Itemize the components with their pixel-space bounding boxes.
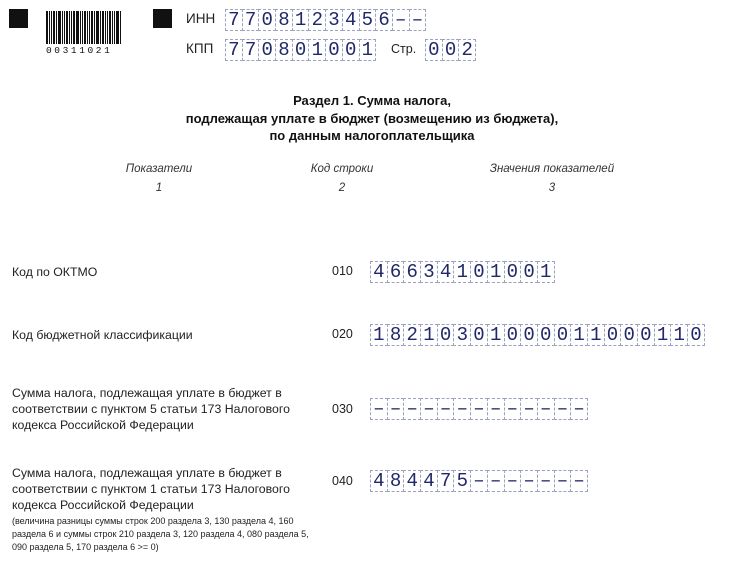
barcode-bar <box>53 11 55 44</box>
char-cell[interactable]: 1 <box>654 324 672 346</box>
barcode-bars <box>46 11 132 44</box>
barcode-bar <box>100 11 101 44</box>
row-kbk-label: Код бюджетной классификации <box>12 328 193 342</box>
char-cell[interactable]: 1 <box>420 324 438 346</box>
barcode-bar <box>109 11 111 44</box>
section-title-line-3: по данным налогоплательщика <box>269 128 475 143</box>
barcode-bar <box>89 11 90 44</box>
page-label: Стр. <box>391 42 417 56</box>
char-cell[interactable]: 3 <box>420 261 438 283</box>
tax-p5-field[interactable] <box>370 398 587 420</box>
corner-marker-right <box>153 9 172 28</box>
char-cell[interactable]: 0 <box>442 39 460 61</box>
char-cell[interactable]: 4 <box>370 261 388 283</box>
inn-label: ИНН <box>186 11 216 26</box>
char-cell[interactable]: – <box>504 470 522 492</box>
char-cell[interactable]: 1 <box>537 261 555 283</box>
barcode-bar <box>49 11 50 44</box>
char-cell[interactable]: – <box>487 470 505 492</box>
barcode-bar <box>51 11 52 44</box>
char-cell[interactable]: 0 <box>342 39 360 61</box>
char-cell[interactable]: 0 <box>470 261 488 283</box>
char-cell[interactable]: 4 <box>437 261 455 283</box>
char-cell[interactable]: 0 <box>604 324 622 346</box>
barcode-bar <box>62 11 63 44</box>
char-cell[interactable]: – <box>554 398 572 420</box>
char-cell[interactable]: 0 <box>504 324 522 346</box>
char-cell[interactable]: 1 <box>453 261 471 283</box>
row-tax-p5-label: Сумма налога, подлежащая уплате в бюджет в соответствии с пунктом 5 статьи 173 Налогового кодекса Российской Федерации <box>12 386 290 432</box>
char-cell[interactable]: 0 <box>537 324 555 346</box>
barcode-bar <box>56 11 57 44</box>
barcode-bar <box>84 11 86 44</box>
kpp-label: КПП <box>186 41 214 56</box>
char-cell[interactable]: 7 <box>242 9 260 31</box>
char-cell[interactable]: 0 <box>258 39 276 61</box>
row-tax-p1-code: 040 <box>332 474 353 488</box>
char-cell[interactable]: – <box>570 398 588 420</box>
char-cell[interactable]: 0 <box>258 9 276 31</box>
char-cell[interactable]: 4 <box>403 470 421 492</box>
inn-field[interactable] <box>225 9 425 31</box>
barcode-bar <box>64 11 65 44</box>
char-cell[interactable]: 3 <box>325 9 343 31</box>
column-header-values: Значения показателей <box>489 163 615 175</box>
char-cell[interactable]: – <box>554 470 572 492</box>
char-cell[interactable]: 8 <box>387 470 405 492</box>
barcode-bar <box>112 11 113 44</box>
row-kbk-code: 020 <box>332 327 353 341</box>
page-number-field[interactable] <box>425 39 475 61</box>
char-cell[interactable]: – <box>520 470 538 492</box>
barcode-bar <box>66 11 68 44</box>
char-cell[interactable]: 4 <box>370 470 388 492</box>
char-cell[interactable]: 1 <box>487 324 505 346</box>
char-cell[interactable]: 6 <box>403 261 421 283</box>
char-cell[interactable]: 7 <box>225 39 243 61</box>
barcode-bar <box>80 11 81 44</box>
tax-p1-field[interactable] <box>370 470 587 492</box>
char-cell[interactable]: 5 <box>359 9 377 31</box>
barcode-bar <box>76 11 79 44</box>
char-cell[interactable]: – <box>520 398 538 420</box>
barcode-bar <box>94 11 95 44</box>
char-cell[interactable]: 0 <box>504 261 522 283</box>
char-cell[interactable]: 0 <box>620 324 638 346</box>
char-cell[interactable]: 0 <box>554 324 572 346</box>
char-cell[interactable]: 8 <box>275 9 293 31</box>
barcode-bar <box>82 11 83 44</box>
row-tax-p1-note: (величина разницы суммы строк 200 раздела 3, 130 раздела 4, 160 раздела 6 и суммы строк 210 раздела 3, 120 раздела 4, 080 раздела 5, 090 раздела 5, 170 раздела 6 >= 0) <box>12 516 309 552</box>
barcode-bar <box>116 11 119 44</box>
char-cell[interactable]: 0 <box>437 324 455 346</box>
char-cell[interactable]: – <box>470 398 488 420</box>
barcode-bar <box>96 11 99 44</box>
char-cell[interactable]: – <box>537 398 555 420</box>
char-cell[interactable]: 0 <box>470 324 488 346</box>
char-cell[interactable]: 0 <box>520 261 538 283</box>
char-cell[interactable]: 8 <box>387 324 405 346</box>
char-cell[interactable]: 7 <box>225 9 243 31</box>
char-cell[interactable]: 1 <box>587 324 605 346</box>
char-cell[interactable]: 0 <box>687 324 705 346</box>
char-cell[interactable]: 0 <box>292 39 310 61</box>
row-oktmo-label: Код по ОКТМО <box>12 265 98 279</box>
char-cell[interactable]: 0 <box>425 39 443 61</box>
char-cell[interactable]: 0 <box>637 324 655 346</box>
char-cell[interactable]: – <box>453 398 471 420</box>
row-tax-p1-label: Сумма налога, подлежащая уплате в бюджет в соответствии с пунктом 1 статьи 173 Налогового кодекса Российской Федерации <box>12 466 290 512</box>
char-cell[interactable]: 8 <box>275 39 293 61</box>
column-header-indicators: Показатели <box>125 163 193 175</box>
char-cell[interactable]: 1 <box>308 39 326 61</box>
barcode-bar <box>107 11 108 44</box>
char-cell[interactable]: 5 <box>453 470 471 492</box>
char-cell[interactable]: – <box>437 398 455 420</box>
char-cell[interactable]: – <box>387 398 405 420</box>
kbk-field[interactable] <box>370 324 704 346</box>
barcode-bar <box>105 11 106 44</box>
barcode-number: 00311021 <box>46 45 113 56</box>
barcode-bar <box>102 11 104 44</box>
char-cell[interactable]: 1 <box>487 261 505 283</box>
section-title-line-1: Раздел 1. Сумма налога, <box>293 93 451 108</box>
char-cell[interactable]: – <box>420 398 438 420</box>
barcode-bar <box>58 11 61 44</box>
char-cell[interactable]: – <box>537 470 555 492</box>
char-cell[interactable]: 2 <box>458 39 476 61</box>
char-cell[interactable]: 2 <box>403 324 421 346</box>
char-cell[interactable]: 4 <box>420 470 438 492</box>
char-cell[interactable]: 1 <box>670 324 688 346</box>
char-cell[interactable]: 0 <box>325 39 343 61</box>
barcode-bar <box>71 11 72 44</box>
char-cell[interactable]: 6 <box>387 261 405 283</box>
barcode-bar <box>91 11 93 44</box>
column-number-2: 2 <box>338 182 346 194</box>
char-cell[interactable]: – <box>470 470 488 492</box>
char-cell[interactable]: – <box>570 470 588 492</box>
char-cell[interactable]: 3 <box>453 324 471 346</box>
char-cell[interactable]: 0 <box>520 324 538 346</box>
kpp-field[interactable] <box>225 39 375 61</box>
corner-marker-left <box>9 9 28 28</box>
barcode-bar <box>114 11 115 44</box>
char-cell[interactable]: – <box>487 398 505 420</box>
barcode-bar <box>87 11 88 44</box>
column-number-1: 1 <box>155 182 163 194</box>
column-header-line-code: Код строки <box>310 163 374 175</box>
char-cell[interactable]: – <box>504 398 522 420</box>
char-cell[interactable]: 1 <box>370 324 388 346</box>
barcode-bar <box>120 11 121 44</box>
barcode-bar <box>46 11 48 44</box>
oktmo-field[interactable] <box>370 261 554 283</box>
char-cell[interactable]: 2 <box>308 9 326 31</box>
char-cell[interactable]: 1 <box>292 9 310 31</box>
section-title-line-2: подлежащая уплате в бюджет (возмещению из бюджета), <box>185 110 559 126</box>
char-cell[interactable]: 6 <box>375 9 393 31</box>
column-number-3: 3 <box>548 182 556 194</box>
char-cell[interactable]: 4 <box>342 9 360 31</box>
char-cell[interactable]: 1 <box>570 324 588 346</box>
char-cell[interactable]: – <box>403 398 421 420</box>
char-cell[interactable]: – <box>409 9 427 31</box>
char-cell[interactable]: 1 <box>359 39 377 61</box>
char-cell[interactable]: 7 <box>242 39 260 61</box>
barcode-bar <box>69 11 70 44</box>
char-cell[interactable]: – <box>392 9 410 31</box>
row-tax-p5-code: 030 <box>332 402 353 416</box>
barcode <box>46 11 132 57</box>
char-cell[interactable]: – <box>370 398 388 420</box>
barcode-bar <box>73 11 75 44</box>
row-oktmo-code: 010 <box>332 264 353 278</box>
row-tax-p1-text <box>12 465 312 554</box>
section-title <box>0 92 744 145</box>
char-cell[interactable]: 7 <box>437 470 455 492</box>
